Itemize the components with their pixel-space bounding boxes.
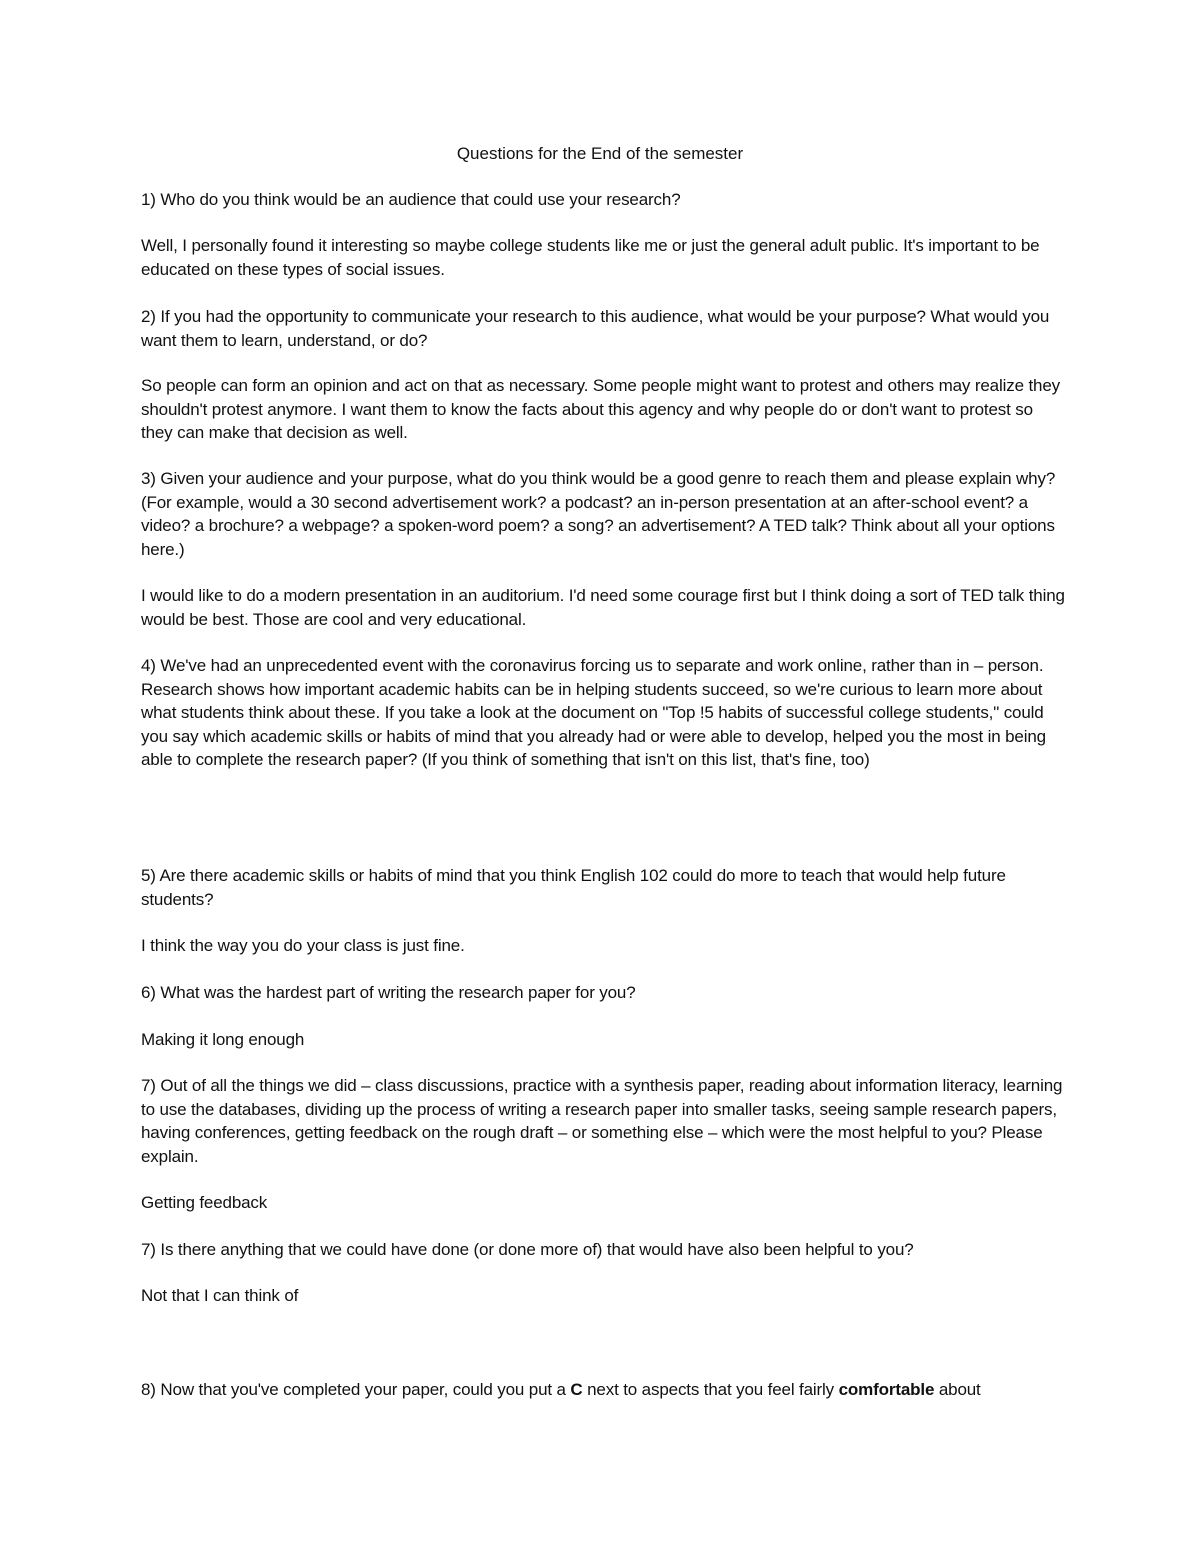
answer-7a: Getting feedback — [141, 1193, 268, 1212]
question-8-bold-comfortable: comfortable — [838, 1380, 935, 1399]
question-8-text-3: about — [934, 1380, 981, 1399]
question-8 — [141, 1378, 1066, 1402]
answer-3: I would like to do a modern presentation in an auditorium. I'd need some courage first but I think doing a sort of TED talk thing would be best. Those are cool and very educational. — [141, 586, 1065, 629]
question-7b: 7) Is there anything that we could have done (or done more of) that would have also been helpful to you? — [141, 1240, 914, 1259]
question-6: 6) What was the hardest part of writing the research paper for you? — [141, 983, 636, 1002]
question-8-text-2: next to aspects that you feel fairly — [582, 1380, 839, 1399]
question-8-bold-c: C — [570, 1380, 583, 1399]
question-5: 5) Are there academic skills or habits of mind that you think English 102 could do more to teach that would help future students? — [141, 866, 1006, 909]
document-title: Questions for the End of the semester — [456, 144, 744, 163]
question-8-text-1: 8) Now that you've completed your paper, could you put a — [141, 1380, 571, 1399]
answer-7b: Not that I can think of — [141, 1286, 299, 1305]
question-4: 4) We've had an unprecedented event with the coronavirus forcing us to separate and work online, rather than in – person. Research shows how important academic habits can be in helping students succeed, so we're curious to learn more about what students think about these. If you take a look at the document on "Top !5 habits of successful college students," could you say which academic skills or habits of mind that you already had or were able to develop, helped you the most in being able to complete the research paper? (If you think of something that isn't on this list, that's fine, too) — [141, 656, 1046, 769]
answer-1: Well, I personally found it interesting so maybe college students like me or just the general adult public. It's important to be educated on these types of social issues. — [141, 236, 1040, 279]
question-3: 3) Given your audience and your purpose, what do you think would be a good genre to reach them and please explain why? (For example, would a 30 second advertisement work? a podcast? an in-person presentation at an after-school event? a video? a brochure? a webpage? a spoken-word poem? a song? an advertisement? A TED talk? Think about all your options here.) — [141, 469, 1056, 559]
answer-6: Making it long enough — [141, 1030, 305, 1049]
question-2: 2) If you had the opportunity to communicate your research to this audience, what would be your purpose? What would you want them to learn, understand, or do? — [141, 307, 1050, 350]
question-7a: 7) Out of all the things we did – class discussions, practice with a synthesis paper, reading about information literacy, learning to use the databases, dividing up the process of writing a research paper into smaller tasks, seeing sample research papers, having conferences, getting feedback on the rough draft – or something else – which were the most helpful to you? Please explain. — [141, 1076, 1063, 1166]
answer-2: So people can form an opinion and act on that as necessary. Some people might want to protest and others may realize they shouldn't protest anymore. I want them to know the facts about this agency and why people do or don't want to protest so they can make that decision as well. — [141, 376, 1060, 442]
answer-5: I think the way you do your class is just fine. — [141, 936, 465, 955]
question-1: 1) Who do you think would be an audience that could use your research? — [141, 190, 681, 209]
